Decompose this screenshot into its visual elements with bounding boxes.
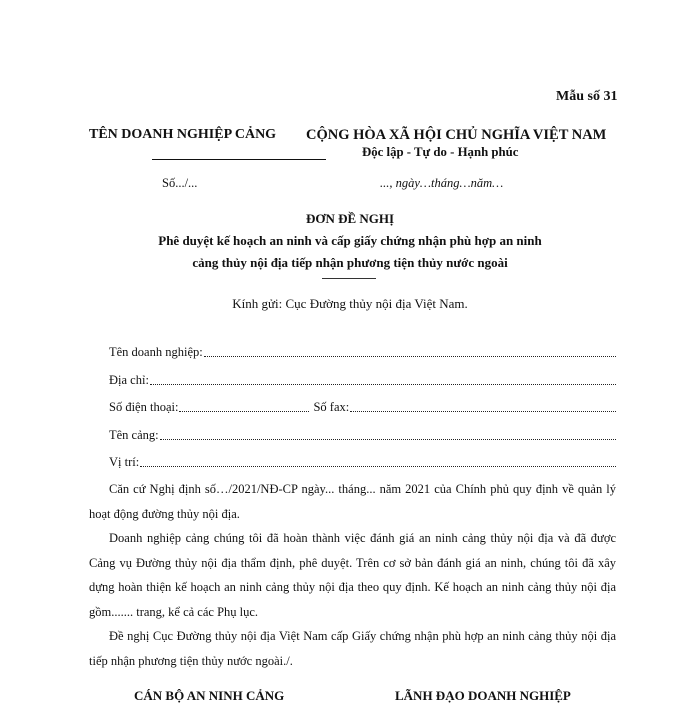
document-subtitle-line-2: cảng thủy nội địa tiếp nhận phương tiện thủy nước ngoài [192, 255, 508, 270]
signature-enterprise-leader: LÃNH ĐẠO DOANH NGHIỆP [395, 688, 571, 703]
request-paragraph: Đề nghị Cục Đường thủy nội địa Việt Nam cấp Giấy chứng nhận phù hợp an ninh cảng thủy nội địa tiếp nhận phương tiện thủy nước ngoài./. [89, 629, 616, 668]
form-number: Mẫu số 31 [556, 89, 618, 104]
fax-label: Số fax: [313, 400, 350, 414]
national-motto: Độc lập - Tự do - Hạnh phúc [362, 145, 519, 159]
phone-blank[interactable] [179, 411, 309, 412]
location-blank[interactable] [140, 466, 616, 467]
nation-heading: CỘNG HÒA XÃ HỘI CHỦ NGHĨA VIỆT NAM [306, 127, 607, 143]
location-label: Vị trí: [109, 455, 140, 469]
fax-blank[interactable] [350, 411, 616, 412]
enterprise-name-label: Tên doanh nghiệp: [109, 345, 203, 359]
recipient-line: Kính gửi: Cục Đường thủy nội địa Việt Nam. [232, 296, 468, 311]
address-field[interactable] [109, 370, 616, 388]
document-subtitle-line-1: Phê duyệt kế hoạch an ninh và cấp giấy chứng nhận phù hợp an ninh [158, 233, 542, 248]
phone-label: Số điện thoại: [109, 400, 179, 414]
port-name-blank[interactable] [160, 439, 616, 440]
enterprise-name-field[interactable] [109, 342, 616, 360]
organization-name: TÊN DOANH NGHIỆP CẢNG [89, 127, 277, 142]
location-field[interactable] [109, 452, 616, 470]
title-divider [322, 278, 376, 279]
document-number: Số.../... [162, 176, 198, 190]
address-label: Địa chỉ: [109, 373, 149, 387]
legal-basis-paragraph: Căn cứ Nghị định số…/2021/NĐ-CP ngày... tháng... năm 2021 của Chính phủ quy định về quản lý hoạt động đường thủy nội địa. [89, 482, 616, 521]
organization-underline [152, 159, 326, 160]
phone-fax-field[interactable] [109, 397, 616, 415]
signature-port-security-officer: CÁN BỘ AN NINH CẢNG [134, 688, 285, 703]
port-name-label: Tên cảng: [109, 428, 159, 442]
date-line: ..., ngày…tháng…năm… [380, 176, 504, 190]
assessment-paragraph: Doanh nghiệp cảng chúng tôi đã hoàn thành việc đánh giá an ninh cảng thủy nội địa và đã được Cảng vụ Đường thủy nội địa thẩm định, phê duyệt. Trên cơ sở bản đánh giá an ninh, chúng tôi đã xây dựng hoàn thiện kế hoạch an ninh cảng thủy nội địa theo quy định. Kế hoạch an ninh cảng thủy nội địa gồm....... trang, kể cả các Phụ lục. [89, 531, 616, 619]
enterprise-name-blank[interactable] [204, 356, 616, 357]
document-title: ĐƠN ĐỀ NGHỊ [305, 211, 395, 226]
port-name-field[interactable] [109, 425, 616, 443]
address-blank[interactable] [150, 384, 616, 385]
